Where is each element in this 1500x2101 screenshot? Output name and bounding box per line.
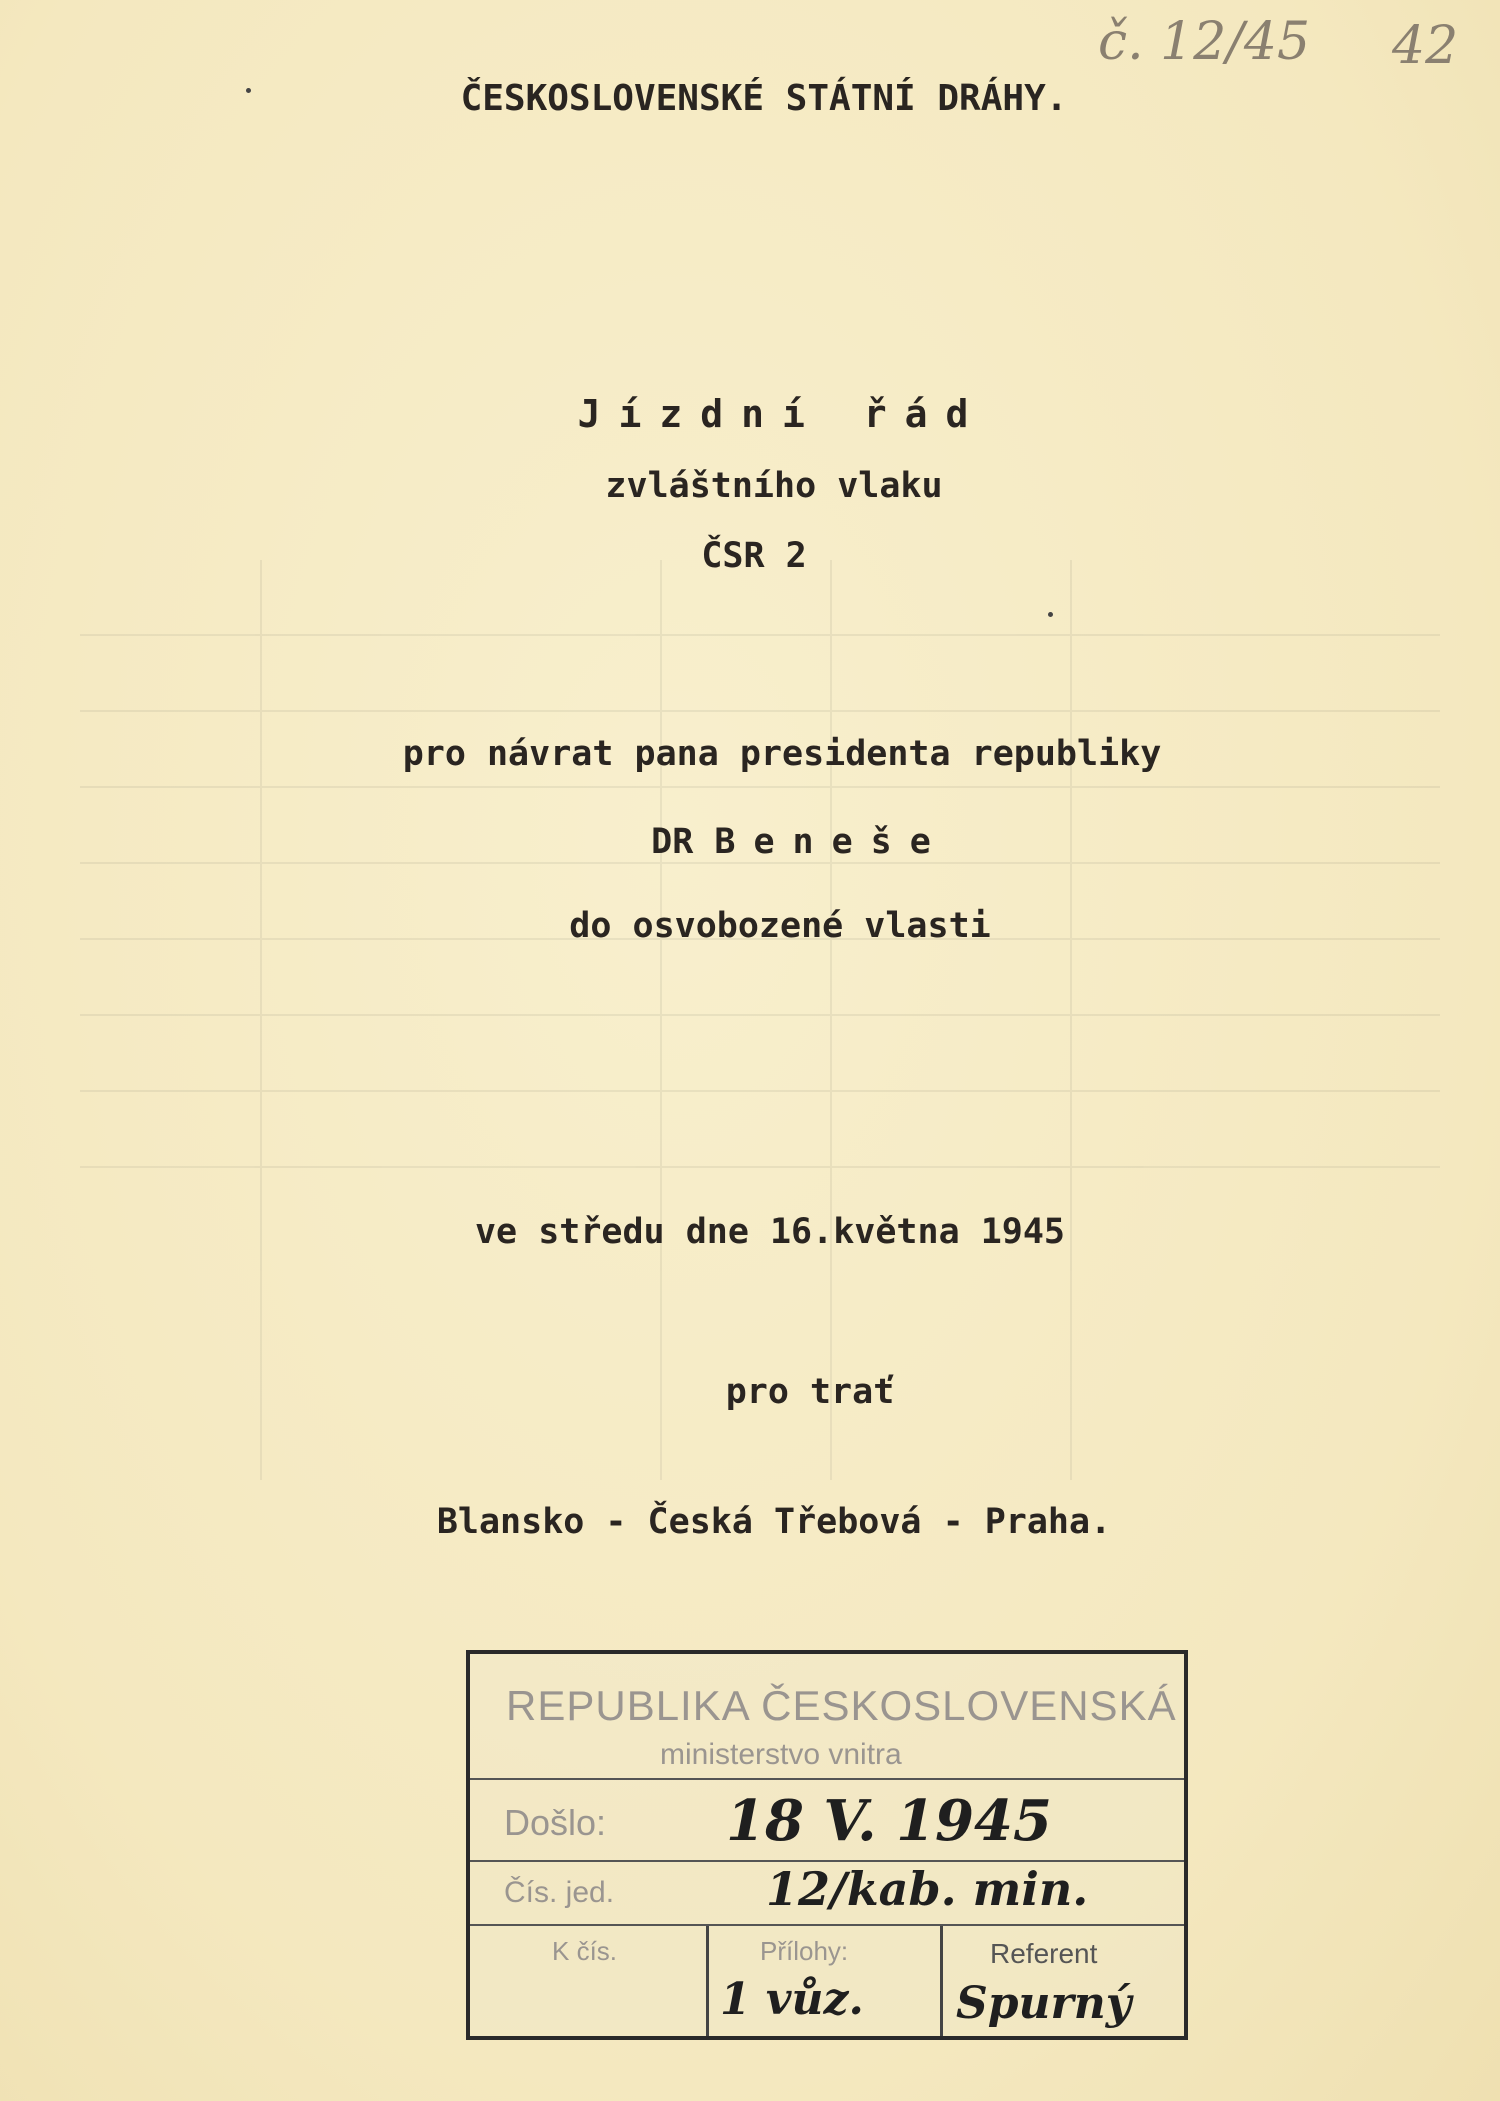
referent-signature: Spurný xyxy=(956,1978,1132,2029)
stamp-divider xyxy=(470,1778,1184,1780)
archive-reference-handwritten: č. 12/45 xyxy=(1098,12,1311,72)
route-label: pro trať xyxy=(725,1372,895,1412)
received-label: Došlo: xyxy=(504,1802,607,1843)
purpose-line: pro návrat pana presidenta republiky xyxy=(402,734,1162,774)
ministry-receipt-stamp xyxy=(466,1650,1188,2040)
reference-number: 12/kab. min. xyxy=(766,1862,1089,1916)
referent-label: Referent xyxy=(990,1938,1098,1969)
title-subline: zvláštního vlaku xyxy=(605,466,943,506)
attachments-value: 1 vůz. xyxy=(720,1974,864,2025)
organization-heading: ČESKOSLOVENSKÉ STÁTNÍ DRÁHY. xyxy=(460,78,1068,119)
ink-dot xyxy=(1048,612,1053,617)
train-designation: ČSR 2 xyxy=(701,536,807,576)
president-name-line xyxy=(0,822,1500,862)
president-name: Beneše xyxy=(714,822,949,862)
received-date: 18 V. 1945 xyxy=(726,1788,1052,1854)
page-number-handwritten: 42 xyxy=(1392,16,1459,76)
document-title: Jízdní řád xyxy=(577,392,987,436)
destination-line: do osvobozené vlasti xyxy=(569,906,991,946)
stamp-column-divider xyxy=(706,1926,709,2036)
title-prefix: DR xyxy=(651,822,694,862)
bleed-through-table xyxy=(80,560,1440,1480)
stamp-subheading: ministerstvo vnitra xyxy=(660,1738,902,1771)
date-line: ve středu dne 16.května 1945 xyxy=(474,1212,1065,1252)
stamp-column-divider xyxy=(940,1926,943,2036)
reference-label: Čís. jed. xyxy=(504,1876,615,1909)
stamp-heading: REPUBLIKA ČESKOSLOVENSKÁ xyxy=(506,1682,1177,1729)
attachments-label: Přílohy: xyxy=(760,1936,849,1966)
route-stations: Blansko - Česká Třebová - Praha. xyxy=(436,1502,1112,1542)
stamp-divider xyxy=(470,1924,1184,1926)
k-cis-label: K čís. xyxy=(552,1936,618,1966)
